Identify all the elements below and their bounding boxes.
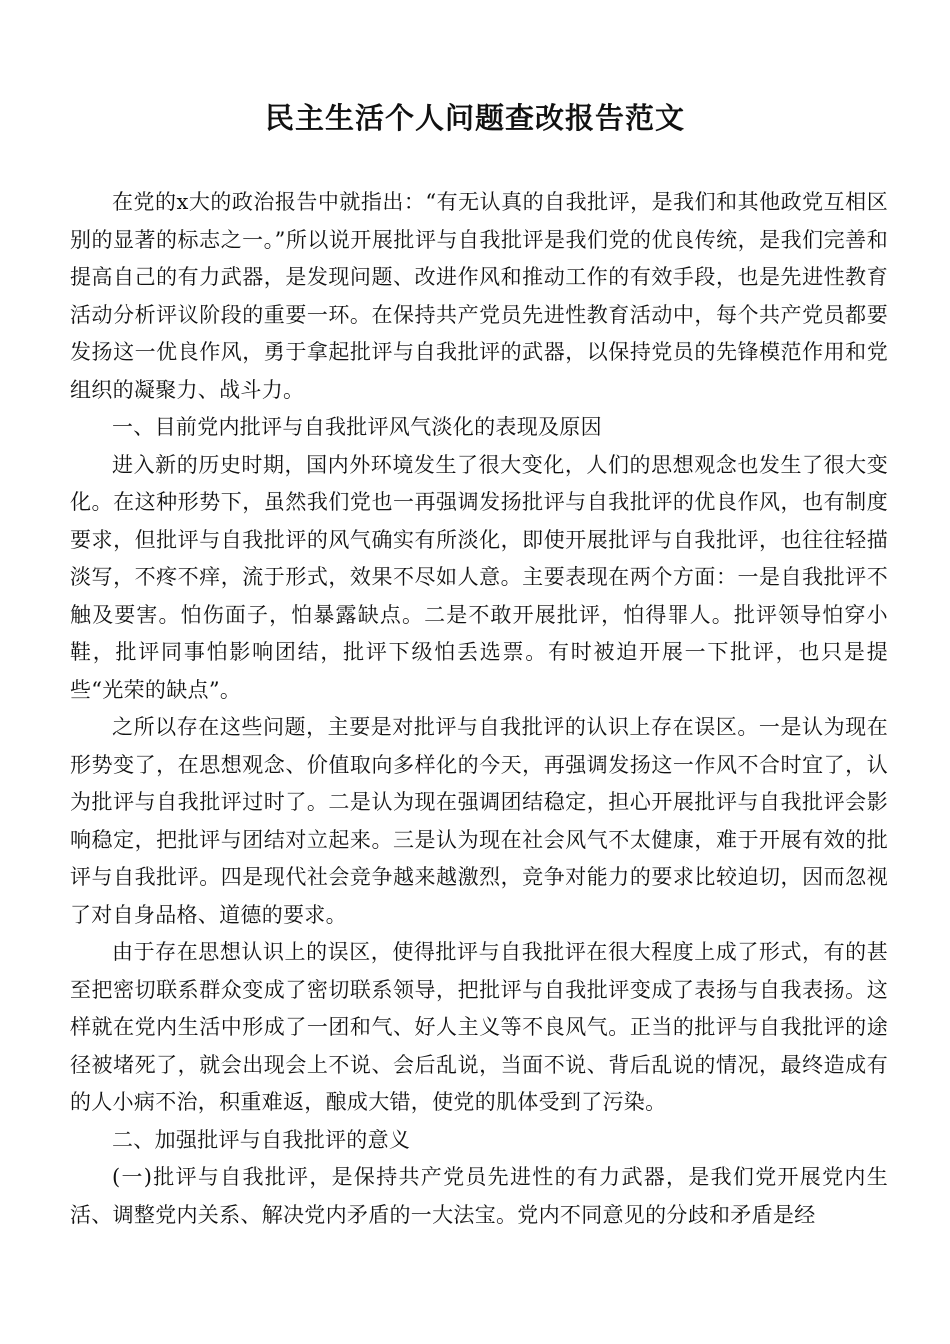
document-body: [70, 184, 888, 1234]
intro-paragraph: 在党的x大的政治报告中就指出：“有无认真的自我批评，是我们和其他政党互相区别的显著的标志之一。”所以说开展批评与自我批评是我们党的优良传统，是我们完善和提高自己的有力武器，是发现问题、改进作风和推动工作的有效手段，也是先进性教育活动分析评议阶段的重要一环。在保持共产党员先进性教育活动中，每个共产党员都要发扬这一优良作风，勇于拿起批评与自我批评的武器，以保持党员的先锋模范作用和党组织的凝聚力、战斗力。: [70, 190, 888, 402]
section-heading-2: 二、加强批评与自我批评的意义: [112, 1127, 411, 1152]
section1-paragraph-2: 之所以存在这些问题，主要是对批评与自我批评的认识上存在误区。一是认为现在形势变了，在思想观念、价值取向多样化的今天，再强调发扬这一作风不合时宜了，认为批评与自我批评过时了。二是认为现在强调团结稳定，担心开展批评与自我批评会影响稳定，把批评与团结对立起来。三是认为现在社会风气不太健康，难于开展有效的批评与自我批评。四是现代社会竞争越来越激烈，竞争对能力的要求比较迫切，因而忽视了对自身品格、道德的要求。: [70, 715, 888, 927]
document-title: 民主生活个人问题查改报告范文: [264, 101, 685, 135]
section1-paragraph-1: 进入新的历史时期，国内外环境发生了很大变化，人们的思想观念也发生了很大变化。在这种形势下，虽然我们党也一再强调发扬批评与自我批评的优良作风，也有制度要求，但批评与自我批评的风气确实有所淡化，即使开展批评与自我批评，也往往轻描淡写，不疼不痒，流于形式，效果不尽如人意。主要表现在两个方面：一是自我批评不触及要害。怕伤面子，怕暴露缺点。二是不敢开展批评，怕得罪人。批评领导怕穿小鞋，批评同事怕影响团结，批评下级怕丢选票。有时被迫开展一下批评，也只是提些“光荣的缺点”。: [70, 452, 888, 702]
section2-paragraph-1: (一)批评与自我批评，是保持共产党员先进性的有力武器，是我们党开展党内生活、调整党内关系、解决党内矛盾的一大法宝。党内不同意见的分歧和矛盾是经: [70, 1165, 888, 1227]
section-heading-1: 一、目前党内批评与自我批评风气淡化的表现及原因: [112, 415, 602, 439]
section1-paragraph-3: 由于存在思想认识上的误区，使得批评与自我批评在很大程度上成了形式，有的甚至把密切联系群众变成了密切联系领导，把批评与自我批评变成了表扬与自我表扬。这样就在党内生活中形成了一团和气、好人主义等不良风气。正当的批评与自我批评的途径被堵死了，就会出现会上不说、会后乱说，当面不说、背后乱说的情况，最终造成有的人小病不治，积重难返，酿成大错，使党的肌体受到了污染。: [70, 940, 888, 1114]
